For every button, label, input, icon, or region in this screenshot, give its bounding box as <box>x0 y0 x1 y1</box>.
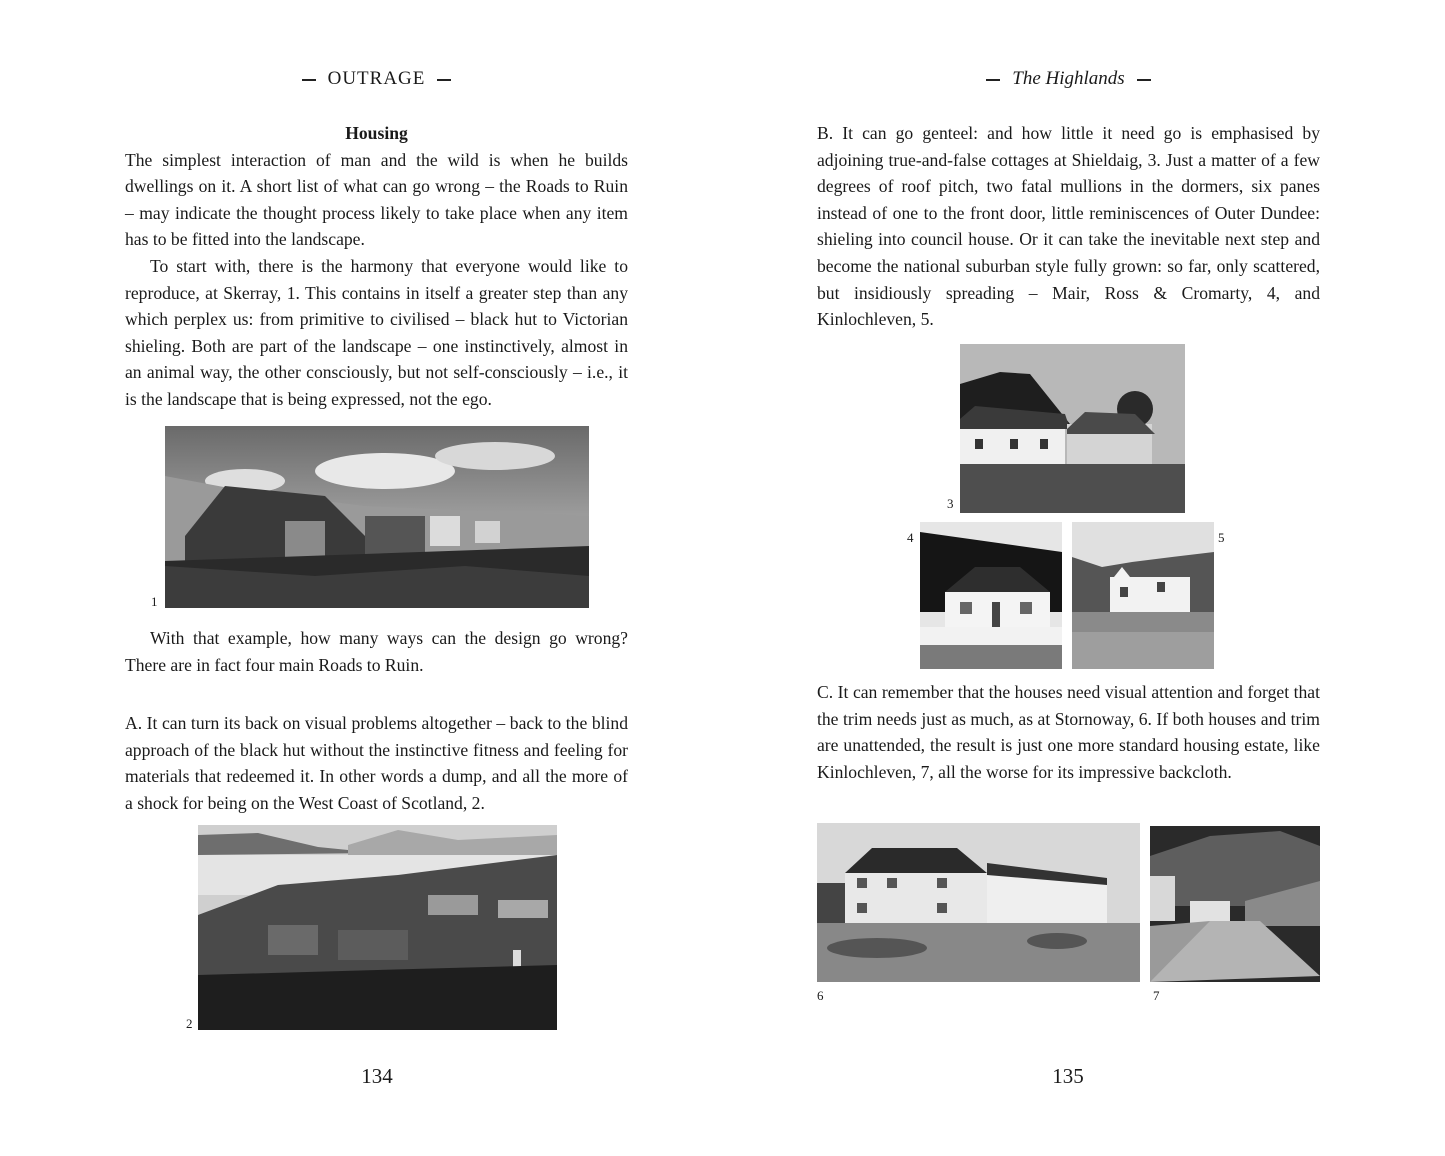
figure-7-photo <box>1150 826 1320 982</box>
paragraph-road-c: C. It can remember that the houses need visual attention and forget that the trim needs just as much, as at Stornoway, 6. If both houses and trim are unattended, the result is just one more standard housing estate, like Kinlochleven, 7, all the worse for its impressive backcloth. <box>817 682 1320 782</box>
paragraph-road-a: A. It can turn its back on visual problems altogether – back to the blind approach of the black hut without the instinctive fitness and feeling for materials that redeemed it. In other words a dump, and all the more of a shock for being on the West Coast of Scotland, 2. <box>125 713 628 813</box>
figure-5-photo <box>1072 522 1214 669</box>
figure-2-photo <box>198 825 557 1030</box>
road-b-section <box>817 120 1320 333</box>
page-number-right: 135 <box>1052 1064 1084 1088</box>
paragraph-road-b: B. It can go genteel: and how little it need go is emphasised by adjoining true-and-false cottages at Shieldaig, 3. Just a matter of a few degrees of roof pitch, two fatal mullions in the dormers, six panes instead of one to the front door, little reminiscences of Outer Dundee: shieling into council house. Or it can take the inevitable next step and become the national suburban style fully grown: so far, only scattered, but insidiously spreading – Mair, Ross & Cromarty, 4, and Kinlochleven, 5. <box>817 123 1320 330</box>
figure-3-photo <box>960 344 1185 513</box>
figure-number: 3 <box>947 496 954 511</box>
page-number-left: 134 <box>361 1064 393 1088</box>
running-head-text: OUTRAGE <box>327 68 426 89</box>
housing-section <box>125 120 628 413</box>
running-head-right <box>817 68 1320 90</box>
figure-number: 2 <box>186 1016 193 1031</box>
dash-ornament <box>1137 79 1151 81</box>
road-a-section <box>125 710 628 816</box>
left-page <box>0 0 722 1156</box>
figure-6-photo <box>817 823 1140 982</box>
paragraph-skerray: To start with, there is the harmony that everyone would like to reproduce, at Skerray, 1. This contains in itself a greater step than any which perplex us: from primitive to civilised – black hut to Victorian shieling. Both are part of the landscape – one instinctively, almost in an animal way, the other consciously, but not self-consciously – i.e., it is the landscape that is being expressed, not the ego. <box>125 255 628 409</box>
running-head-text: The Highlands <box>1012 68 1125 89</box>
paragraph-roads-question: With that example, how many ways can the design go wrong? There are in fact four main Roads to Ruin. <box>125 628 628 675</box>
figure-number: 7 <box>1153 988 1160 1003</box>
figure-4-photo <box>920 522 1062 669</box>
running-head-left <box>125 68 628 90</box>
figure-number: 4 <box>907 530 914 545</box>
figure-number: 5 <box>1218 530 1225 545</box>
dash-ornament <box>437 79 451 81</box>
figure-1-photo <box>165 426 589 608</box>
road-c-section <box>817 679 1320 785</box>
figure-number: 1 <box>151 594 158 609</box>
section-heading: Housing <box>345 123 408 143</box>
dash-ornament <box>986 79 1000 81</box>
right-page <box>722 0 1445 1156</box>
dash-ornament <box>302 79 316 81</box>
paragraph-intro: The simplest interaction of man and the wild is when he builds dwellings on it. A short list of what can go wrong – the Roads to Ruin – may indicate the thought process likely to take place when any item has to be fitted into the landscape. <box>125 149 628 250</box>
roads-to-ruin-intro <box>125 625 628 678</box>
figure-number: 6 <box>817 988 824 1003</box>
